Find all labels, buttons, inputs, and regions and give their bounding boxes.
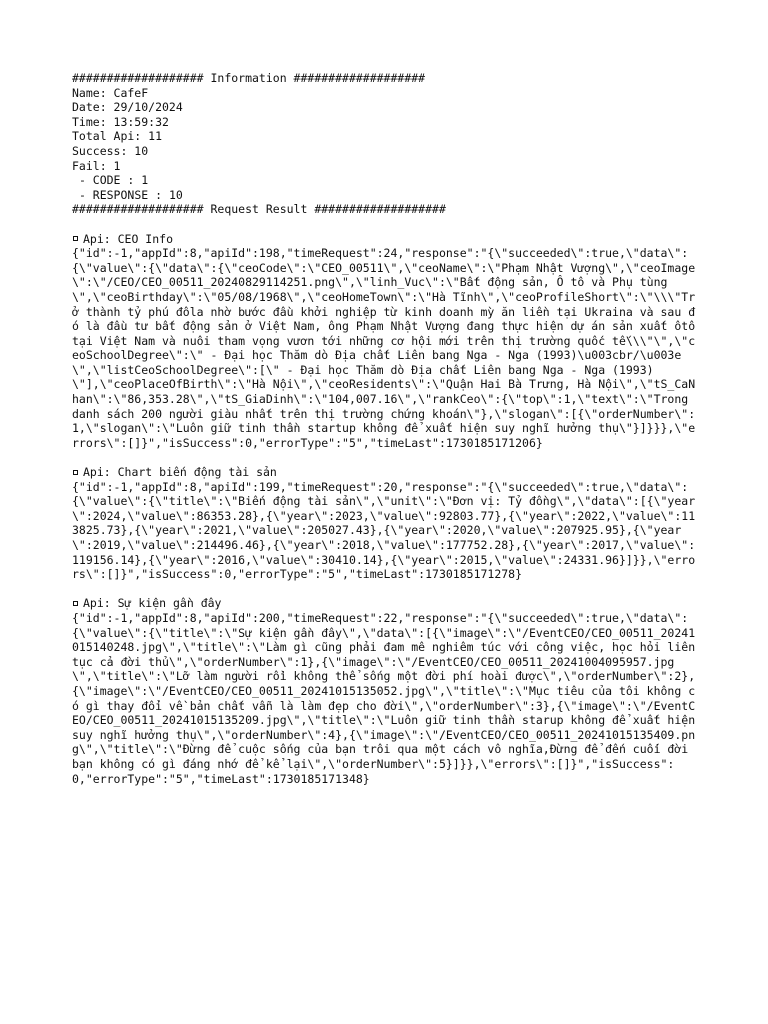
square-bullet-icon xyxy=(73,470,78,475)
api-title: Api: Chart biến động tài sản xyxy=(83,465,277,480)
info-total-api: Total Api: 11 xyxy=(72,129,163,144)
api-title: Api: CEO Info xyxy=(83,231,174,246)
square-bullet-icon xyxy=(73,601,78,606)
square-bullet-icon xyxy=(73,236,78,241)
spacer xyxy=(72,450,696,465)
info-success: Success: 10 xyxy=(72,143,149,158)
api-response-ceo-info: {"id":-1,"appId":8,"apiId":198,"timeRequest":24,"response":"{\"succeeded\":true,\"data\":{\"value\":{\"data\":{\"ceoCode\":\"CEO_00511\",\"ceoName\":\"Phạm Nhật Vượng\",\"ceoImage\":\"/CEO/CEO_00511_20240829114251.png\",\"linh_Vuc\":\"Bất động sản, Ô tô và Phụ tùng\",\"ceoBirthday\":\"05/08/1968\",\"ceoHomeTown\":\"Hà Tĩnh\",\"ceoProfileShort\":\"\\\"Trở thành tỷ phú đôla nhờ bước đầu khởi nghiệp từ kinh doanh mỳ ăn liền tại Ukraina và sau đó là đầu tư bất động sản ở Việt Nam, ông Phạm Nhật Vượng đang thực hiện dự án sản xuất ôtô tại Việt Nam và nuôi tham vọng vươn tới những cơ hội mới trên thị trường quốc tế\\\"\",\"ceoSchoolDegree\":\" - Đại học Thăm dò Địa chất Liên bang Nga - Nga (1993)\u003cbr/\u003e\",\"listCeoSchoolDegree\":[\" - Đại học Thăm dò Địa chất Liên bang Nga - Nga (1993)\"],\"ceoPlaceOfBirth\":\"Hà Nội\",\"ceoResidents\":\"Quận Hai Bà Trưng, Hà Nội\",\"tS_CaNhan\":\"86,353.28\",\"tS_GiaDinh\":\"104,007.16\",\"rankCeo\":{\"top\":1,\"text\":\"Trong danh sách 200 người giàu nhất trên thị trường chứng khoán\"},\"slogan\":[{\"orderNumber\":1,\"slogan\":\"Luôn giữ tinh thần startup không để xuất hiện suy nghĩ hưởng thụ\"}]}}},\"errors\":[]}","isSuccess":0,"errorType":"5","timeLast":1730185171206} xyxy=(72,246,703,450)
api-header-events xyxy=(72,596,696,611)
info-date: Date: 29/10/2024 xyxy=(72,100,183,115)
info-fail-code: - CODE : 1 xyxy=(72,173,149,188)
document-body xyxy=(72,71,703,786)
api-title: Api: Sự kiện gần đây xyxy=(83,596,222,611)
spacer xyxy=(72,582,696,597)
request-result-header: ################### Request Result ################### xyxy=(72,202,446,217)
api-header-ceo-info xyxy=(72,232,696,247)
info-time: Time: 13:59:32 xyxy=(72,114,169,129)
info-name: Name: CafeF xyxy=(72,85,149,100)
api-response-chart: {"id":-1,"appId":8,"apiId":199,"timeRequest":20,"response":"{\"succeeded\":true,\"data\":{\"value\":{\"title\":\"Biến động tài sản\",\"unit\":\"Đơn vị: Tỷ đồng\",\"data\":[{\"year\":2024,\"value\":86353.28},{\"year\":2023,\"value\":92803.77},{\"year\":2022,\"value\":113825.73},{\"year\":2021,\"value\":205027.43},{\"year\":2020,\"value\":207925.95},{\"year\":2019,\"value\":214496.46},{\"year\":2018,\"value\":177752.28},{\"year\":2017,\"value\":119156.14},{\"year\":2016,\"value\":30410.14},{\"year\":2015,\"value\":24331.96}]}},\"errors\":[]}","isSuccess":0,"errorType":"5","timeLast":1730185171278} xyxy=(72,479,696,582)
spacer xyxy=(72,217,696,232)
api-response-events: {"id":-1,"appId":8,"apiId":200,"timeRequest":22,"response":"{\"succeeded\":true,\"data\":{\"value\":{\"title\":\"Sự kiện gần đây\",\"data\":[{\"image\":\"/EventCEO/CEO_00511_20241015140248.jpg\",\"title\":\"Làm gì cũng phải đam mê nghiêm túc với công việc, học hỏi liên tục cả đời thủ\",\"orderNumber\":1},{\"image\":\"/EventCEO/CEO_00511_20241004095957.jpg\",\"title\":\"Lỡ làm người rồi không thể sống một đời phí hoài được\",\"orderNumber\":2},{\"image\":\"/EventCEO/CEO_00511_20241015135052.jpg\",\"title\":\"Mục tiêu của tôi không có gì thay đổi về bản chất vẫn là làm đẹp cho đời\",\"orderNumber\":3},{\"image\":\"/EventCEO/CEO_00511_20241015135209.jpg\",\"title\":\"Luôn giữ tinh thần starup không để xuất hiện suy nghĩ hưởng thụ\",\"orderNumber\":4},{\"image\":\"/EventCEO/CEO_00511_20241015135409.png\",\"title\":\"Đừng để cuộc sống của bạn trôi qua một cách vô nghĩa,Đừng để đến cuối đời bạn không có gì đáng nhớ để kể lại\",\"orderNumber\":5}]}},\"errors\":[]}","isSuccess":0,"errorType":"5","timeLast":1730185171348} xyxy=(72,610,703,786)
api-header-chart xyxy=(72,465,696,480)
information-header: ################### Information ################### xyxy=(72,71,426,85)
info-fail-response: - RESPONSE : 10 xyxy=(72,187,183,202)
info-fail: Fail: 1 xyxy=(72,158,121,173)
